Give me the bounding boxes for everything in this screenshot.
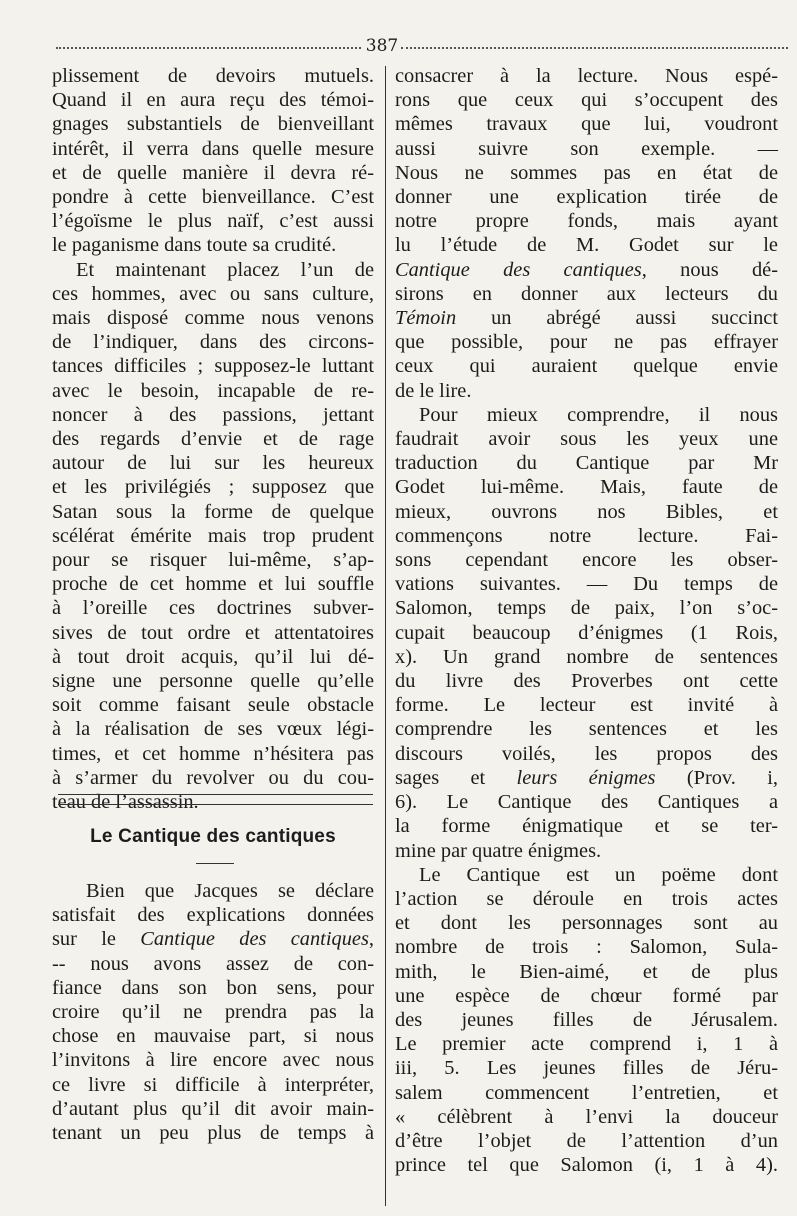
text-line: Nous ne sommes pas en état de <box>395 161 778 184</box>
text-line: signe une personne quelle qu’elle <box>52 670 374 693</box>
text-line: une espèce de chœur formé par <box>395 984 778 1007</box>
text-line: donner une explication tirée de <box>395 186 778 209</box>
text-line: autour de lui sur les heureux <box>52 452 374 475</box>
text-line: rons que ceux qui s’occupent des <box>395 89 778 112</box>
text-line: gnages substantiels de bienveillant <box>52 113 374 136</box>
text-line: pour se risquer lui-même, s’ap- <box>52 549 374 572</box>
text-line: Témoin un abrégé aussi succinct <box>395 307 778 330</box>
section-title: Le Cantique des cantiques <box>90 826 336 847</box>
section-separator <box>58 794 373 805</box>
text-line: -- nous avons assez de con- <box>52 952 374 975</box>
right-column <box>395 64 778 1177</box>
text-line: scélérat émérite mais trop prudent <box>52 524 374 547</box>
text-line: times, et cet homme n’hésitera pas <box>52 742 374 765</box>
text-line: l’égoïsme le plus naïf, c’est aussi <box>52 210 374 233</box>
text-line: Et maintenant placez l’un de <box>76 258 374 281</box>
text-line: consacrer à la lecture. Nous espé- <box>395 65 778 87</box>
text-line: commençons notre lecture. Fai- <box>395 524 778 547</box>
text-line: des jeunes filles de Jérusalem. <box>395 1008 778 1031</box>
text-line: Le premier acte comprend i, 1 à <box>395 1033 778 1056</box>
left-column <box>52 64 374 814</box>
text-line: l’action se déroule en trois actes <box>395 887 778 910</box>
text-line: faudrait avoir sous les yeux une <box>395 428 778 451</box>
text-line: mieux, ouvrons nos Bibles, et <box>395 500 778 523</box>
page-number: 387 <box>365 36 399 56</box>
text-line: ceux qui auraient quelque envie <box>395 355 778 378</box>
page-header <box>56 36 788 56</box>
text-line: notre propre fonds, mais ayant <box>395 210 778 233</box>
text-line: sirons en donner aux lecteurs du <box>395 282 778 305</box>
text-line: sur le Cantique des cantiques, <box>52 928 374 951</box>
text-line: à tout droit acquis, qu’il lui dé- <box>52 645 374 668</box>
text-line: ce livre si difficile à interpréter, <box>52 1073 374 1096</box>
text-line: l’invitons à lire encore avec nous <box>52 1049 374 1072</box>
left-column-bottom <box>52 879 374 1145</box>
text-line: noncer à des passions, jettant <box>52 403 374 426</box>
header-rule-left <box>56 47 361 49</box>
text-line: mine par quatre énigmes. <box>395 839 602 862</box>
text-line: que possible, pour ne pas effrayer <box>395 331 778 354</box>
text-line: ces hommes, avec ou sans culture, <box>52 282 374 305</box>
text-line: satisfait des explications données <box>52 904 374 927</box>
text-line: sages et leurs énigmes (Prov. i, <box>395 766 778 789</box>
text-line: forme. Le lecteur est invité à <box>395 694 778 717</box>
text-line: pondre à cette bienveillance. C’est <box>52 186 374 209</box>
text-line: intérêt, il verra dans quelle mesure <box>52 137 374 160</box>
text-line: cupait beaucoup d’énigmes (1 Rois, <box>395 621 778 644</box>
text-line: de le lire. <box>395 379 472 402</box>
text-line: aussi suivre son exemple. — <box>395 137 778 160</box>
text-line: la forme énigmatique et se ter- <box>395 815 778 838</box>
text-line: Godet lui-même. Mais, faute de <box>395 476 778 499</box>
text-line: et les privilégiés ; supposez que <box>52 476 374 499</box>
text-line: plissement de devoirs mutuels. <box>52 65 374 87</box>
column-divider <box>385 66 386 1206</box>
text-line: mais disposé comme nous venons <box>52 307 374 330</box>
text-line: fiance dans son bon sens, pour <box>52 976 374 999</box>
text-line: d’autant plus qu’il dit avoir main- <box>52 1097 374 1120</box>
text-line: mêmes travaux que lui, voudront <box>395 113 778 136</box>
text-line: prince tel que Salomon (i, 1 à 4). <box>395 1154 778 1177</box>
text-line: d’être l’objet de l’attention d’un <box>395 1129 778 1152</box>
text-line: à l’oreille ces doctrines subver- <box>52 597 374 620</box>
text-line: vations suivantes. — Du temps de <box>395 573 778 596</box>
text-line: des regards d’envie et de rage <box>52 428 374 451</box>
text-line: x). Un grand nombre de sentences <box>395 645 778 668</box>
text-line: Bien que Jacques se déclare <box>86 880 374 902</box>
text-line: sons cependant encore les obser- <box>395 549 778 572</box>
text-line: de l’indiquer, dans des circons- <box>52 331 374 354</box>
text-line: chose en mauvaise part, si nous <box>52 1025 374 1048</box>
text-line: tances difficiles ; supposez-le luttant <box>52 355 374 378</box>
text-line: du livre des Proverbes ont cette <box>395 670 778 693</box>
text-line: tenant un peu plus de temps à <box>52 1122 374 1145</box>
text-line: lu l’étude de M. Godet sur le <box>395 234 778 257</box>
text-line: 6). Le Cantique des Cantiques a <box>395 791 778 814</box>
text-line: le paganisme dans toute sa crudité. <box>52 234 337 257</box>
text-line: Pour mieux comprendre, il nous <box>419 403 778 426</box>
text-line: Cantique des cantiques, nous dé- <box>395 258 778 281</box>
text-line: salem commencent l’entretien, et <box>395 1081 778 1104</box>
text-line: discours voilés, les propos des <box>395 742 778 765</box>
text-line: Quand il en aura reçu des témoi- <box>52 89 374 112</box>
text-line: soit comme faisant seule obstacle <box>52 694 374 717</box>
title-dash <box>196 863 234 864</box>
header-rule-right <box>401 47 788 49</box>
text-line: iii, 5. Les jeunes filles de Jéru- <box>395 1057 778 1080</box>
text-line: et dont les personnages sont au <box>395 912 778 935</box>
text-line: traduction du Cantique par Mr <box>395 452 778 475</box>
text-line: comprendre les sentences et les <box>395 718 778 741</box>
text-line: Le Cantique est un poëme dont <box>419 863 778 886</box>
text-line: avec le besoin, incapable de re- <box>52 379 374 402</box>
text-line: à la réalisation de ses vœux légi- <box>52 718 374 741</box>
text-line: sives de tout ordre et attentatoires <box>52 621 374 644</box>
text-line: teau de l’assassin. <box>52 791 199 814</box>
text-line: proche de cet homme et lui souffle <box>52 573 374 596</box>
text-line: à s’armer du revolver ou du cou- <box>52 766 374 789</box>
text-line: mith, le Bien-aimé, et de plus <box>395 960 778 983</box>
text-line: croire qu’il ne prendra pas la <box>52 1001 374 1024</box>
italic-title: Cantique des cantiques <box>140 928 369 951</box>
text-line: Salomon, temps de paix, l’on s’oc- <box>395 597 778 620</box>
text-line: « célèbrent à l’envi la douceur <box>395 1105 778 1128</box>
text-line: Satan sous la forme de quelque <box>52 500 374 523</box>
text-line: nombre de trois : Salomon, Sula- <box>395 936 778 959</box>
text-line: et de quelle manière il devra ré- <box>52 161 374 184</box>
